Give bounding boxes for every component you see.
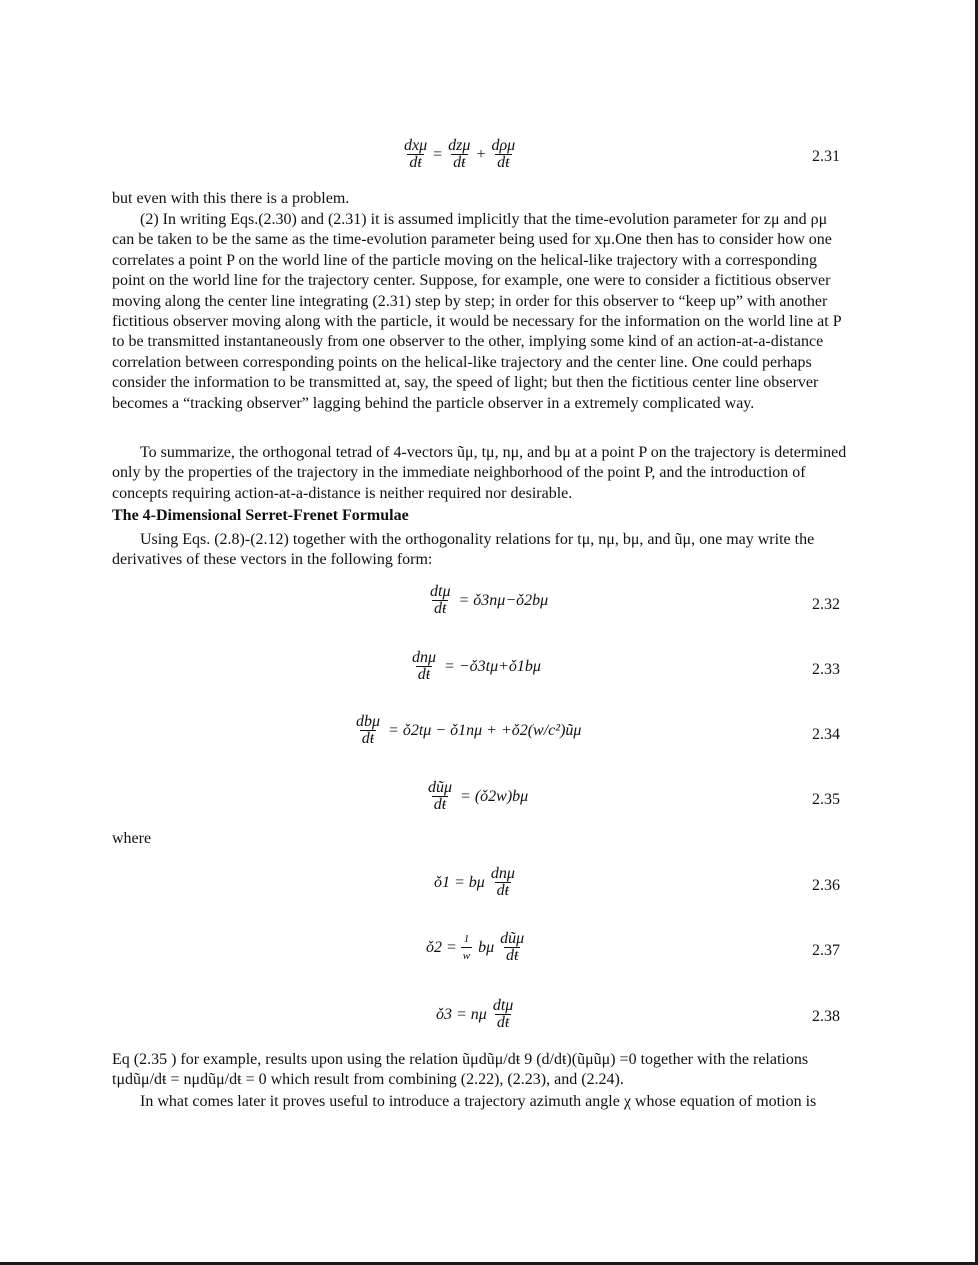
paragraph: but even with this there is a problem. (112, 190, 350, 207)
fraction (354, 714, 382, 747)
equation-rhs: = ǒ3nμ−ǒ2bμ (458, 591, 549, 609)
fraction (461, 931, 472, 964)
equation-number: 2.34 (812, 726, 840, 743)
equation-2-31 (398, 138, 521, 171)
fraction (446, 138, 472, 171)
equation-2-32 (424, 584, 548, 617)
numerator: dũμ (500, 930, 525, 947)
fraction (498, 931, 526, 964)
fraction (491, 998, 515, 1031)
fraction (426, 780, 454, 813)
equation-2-33 (406, 650, 541, 683)
equation-2-34 (350, 714, 581, 747)
numerator: dbμ (356, 713, 381, 730)
equation-number: 2.38 (812, 1008, 840, 1025)
numerator: dnμ (490, 865, 515, 882)
paragraph: To summarize, the orthogonal tetrad of 4-vectors ũμ, tμ, nμ, and bμ at a point P on the trajectory is determined only by the properties of the trajectory in the immediate neighborhood of the point P, and the introduction of concepts requiring action-at-a-distance is neither required nor desirable. (112, 444, 847, 502)
equals-sign: = (433, 145, 443, 163)
numerator: dtμ (492, 997, 514, 1014)
plus-sign: + (476, 145, 486, 163)
equation-lhs: ǒ2 = (426, 938, 457, 956)
denominator: dŧ (361, 730, 375, 747)
denominator: dŧ (496, 1014, 510, 1031)
fraction (428, 584, 452, 617)
where-label: where (112, 830, 152, 847)
equation-lhs: ǒ3 = nμ (436, 1005, 487, 1023)
fraction (489, 138, 517, 171)
numerator: 1 (463, 933, 470, 945)
equation-2-36 (432, 866, 521, 899)
denominator: dŧ (434, 600, 447, 617)
equation-rhs: = −ǒ3tμ+ǒ1bμ (444, 657, 541, 675)
numerator: dzμ (448, 137, 471, 154)
denominator: dŧ (453, 154, 466, 171)
equation-rhs: = ǒ2tμ − ǒ1nμ + +ǒ2(w/c²)ũμ (388, 721, 582, 739)
paragraph: In what comes later it proves useful to introduce a trajectory azimuth angle χ whose equation of motion is (140, 1093, 817, 1110)
denominator: dŧ (505, 947, 519, 964)
paragraph: Using Eqs. (2.8)-(2.12) together with the orthogonality relations for tμ, nμ, bμ, and ũμ, one may write the derivatives of these vectors in the following form: (112, 531, 815, 569)
paragraph: Eq (2.35 ) for example, results upon using the relation ũμdũμ/dŧ 9 (d/dŧ)(ũμũμ) =0 together with the relations tμdũμ/dŧ = nμdũμ/dŧ = 0 which result from combining (2.22), (2.23), and (2.24). (112, 1051, 809, 1089)
equation-2-37 (424, 931, 530, 964)
paragraph: (2) In writing Eqs.(2.30) and (2.31) it is assumed implicitly that the time-evolution parameter for zμ and ρμ can be taken to be the same as the time-evolution parameter being used for xμ.One then has to consider how one correlates a point P on the world line of the particle moving on the helical-like trajectory with a corresponding point on the world line for the trajectory center. Suppose, for example, one were to consider a fictitious observer moving along the center line integrating (2.31) step by step; in order for this observer to “keep up” with another fictitious observer moving along with the particle, it would be necessary for the information on the world line at P to be transmitted instantaneously from one observer to the other, implying some kind of an action-at-a-distance correlation between corresponding points on the helical-like trajectory and the center line. One could perhaps consider the information to be transmitted at, say, the speed of light; but then the fictitious center line observer becomes a “tracking observer” lagging behind the particle observer in a extremely complicated way. (112, 211, 842, 412)
equation-2-35 (422, 780, 528, 813)
equation-rhs: = (ǒ2w)bμ (460, 787, 529, 805)
equation-2-38 (434, 998, 519, 1031)
equation-number: 2.32 (812, 596, 840, 613)
numerator: dnμ (412, 649, 437, 666)
fraction (410, 650, 438, 683)
equation-number: 2.37 (812, 942, 840, 959)
numerator: dtμ (430, 583, 451, 600)
equation-number: 2.35 (812, 791, 840, 808)
denominator: dŧ (433, 796, 447, 813)
numerator: dρμ (491, 137, 516, 154)
equation-number: 2.31 (812, 148, 840, 165)
fraction (402, 138, 429, 171)
denominator: dŧ (496, 882, 510, 899)
equation-lhs: ǒ1 = bμ (434, 873, 485, 891)
numerator: dxμ (404, 137, 428, 154)
section-heading: The 4-Dimensional Serret-Frenet Formulae (112, 507, 409, 524)
fraction (489, 866, 517, 899)
denominator: w (461, 947, 472, 964)
equation-number: 2.33 (812, 661, 840, 678)
denominator: dŧ (497, 154, 510, 171)
denominator: dŧ (409, 154, 422, 171)
denominator: dŧ (417, 666, 431, 683)
equation-term: bμ (478, 938, 495, 956)
equation-number: 2.36 (812, 877, 840, 894)
numerator: dũμ (428, 779, 453, 796)
